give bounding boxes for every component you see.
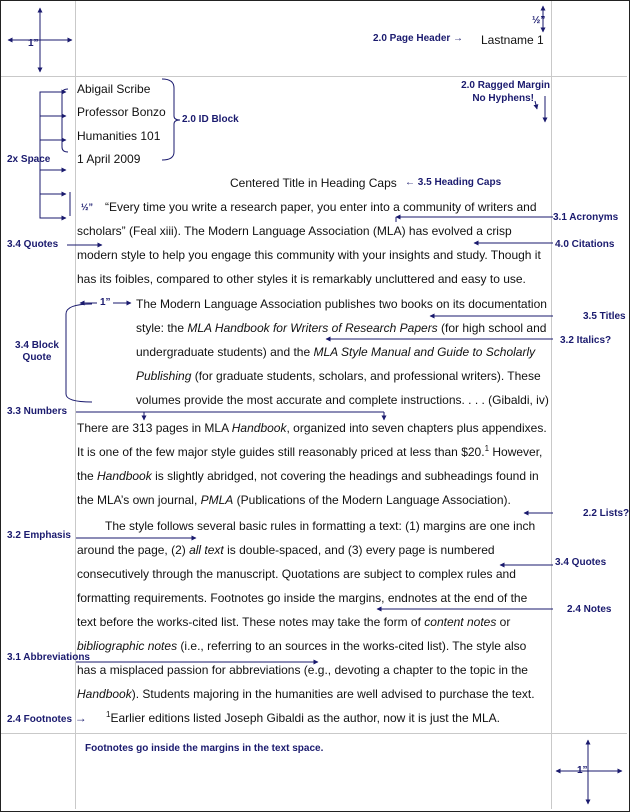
paragraph3-line: formatting requirements. Footnotes go inside the margins, endnotes at the end of the <box>77 591 528 605</box>
heading-caps-label: 3.5 Heading Caps <box>417 177 502 188</box>
book-title: Handbook <box>77 687 132 701</box>
block-quote-line <box>136 321 546 335</box>
footnote-marker: 1 <box>484 444 490 453</box>
indent-label: ½” <box>81 202 94 212</box>
id-block-line: Professor Bonzo <box>77 105 166 119</box>
text-run: (i.e., referring to an sources in the works-cited list). The style also <box>177 639 527 653</box>
paragraph3-line <box>77 543 495 557</box>
double-space-label: 2x Space <box>7 154 51 165</box>
footnotes-annotation <box>7 712 87 726</box>
paper-title: Centered Title in Heading Caps <box>230 176 397 190</box>
block-quote-line: The Modern Language Association publishes two books on its documentation <box>136 297 547 311</box>
citations-annotation: 4.0 Citations <box>555 239 615 250</box>
book-title: Handbook <box>97 469 152 483</box>
bottom-note: Footnotes go inside the margins in the text space. <box>85 743 324 754</box>
book-title: MLA Handbook for Writers of Research Papers <box>187 321 438 335</box>
id-block-line: Abigail Scribe <box>77 82 151 96</box>
block-quote-annotation-2: Quote <box>22 352 52 363</box>
text-run: , organized into seven chapters plus appendixes. <box>286 421 547 435</box>
paragraph3-line: The style follows several basic rules in formatting a text: (1) margins are one inch <box>105 519 536 533</box>
italics-annotation: 3.2 Italics? <box>560 335 612 346</box>
emphasis-text: all text <box>189 543 224 557</box>
paragraph3-line: consecutively through the manuscript. Quotations are subject to complex rules and <box>77 567 516 581</box>
block-quote-line: volumes provide the most accurate and complete instructions. . . . (Gibaldi, iv) <box>136 393 549 407</box>
abbreviations-annotation: 3.1 Abbreviations <box>7 652 90 663</box>
footnotes-arrow: → <box>74 711 87 725</box>
paragraph3-line <box>77 687 535 701</box>
ragged-margin-label: 2.0 Ragged Margin <box>461 80 550 91</box>
text-run: text before the works-cited list. These notes may take the form of <box>77 615 425 629</box>
paragraph3-line: has a misplaced passion for abbreviations (e.g., devoting a chapter to the topic in the <box>77 663 528 677</box>
text-run: around the page, (2) <box>77 543 190 557</box>
text-run: It is one of the few major style guides still reasonably priced at less than $20. <box>77 445 485 459</box>
notes-annotation: 2.4 Notes <box>567 604 612 615</box>
paragraph3-line <box>77 639 526 653</box>
no-hyphens-label: No Hyphens! <box>472 93 534 104</box>
left-margin-label: 1” <box>28 38 39 49</box>
paragraph1-line: has its foibles, compared to other styles it is remarkably uncluttered and easy to use. <box>77 272 526 286</box>
footnotes-label: 2.4 Footnotes <box>7 714 73 725</box>
text-run: style: the <box>136 321 188 335</box>
text-run: is slightly abridged, not covering the headings and subheadings found in <box>151 469 539 483</box>
text-run: is double-spaced, and (3) every page is numbered <box>223 543 495 557</box>
paragraph2-line <box>77 469 539 483</box>
text-run: the MLA’s own journal, <box>77 493 201 507</box>
id-block-line: 1 April 2009 <box>77 152 141 166</box>
text-run: (Publications of the Modern Language Association). <box>233 493 511 507</box>
text-run: undergraduate students) and the <box>136 345 314 359</box>
titles-annotation: 3.5 Titles <box>583 311 626 322</box>
paragraph1-line: scholars” (Feal xiii). The Modern Language Association (MLA) has evolved a crisp <box>77 224 512 238</box>
top-margin-label: ½” <box>532 15 546 26</box>
block-indent-label: 1” <box>100 297 111 308</box>
id-block-line: Humanities 101 <box>77 129 161 143</box>
block-quote-annotation-1: 3.4 Block <box>15 340 59 351</box>
quotes-right-annotation: 3.4 Quotes <box>555 557 607 568</box>
footnote-number: 1 <box>106 710 111 719</box>
book-title: Publishing <box>136 369 192 383</box>
page-header-arrow: → <box>453 33 464 44</box>
term: bibliographic notes <box>77 639 178 653</box>
footnote-text <box>106 711 500 725</box>
acronyms-annotation: 3.1 Acronyms <box>553 212 619 223</box>
paragraph2-line <box>77 421 547 435</box>
text-run: (for graduate students, scholars, and professional writers). These <box>191 369 541 383</box>
journal-title: PMLA <box>200 493 234 507</box>
block-quote-line <box>136 345 535 359</box>
book-title: MLA Style Manual and Guide to Scholarly <box>313 345 536 359</box>
text-run: (for high school and <box>437 321 547 335</box>
quotes-left-annotation: 3.4 Quotes <box>7 239 59 250</box>
paragraph1-line: “Every time you write a research paper, you enter into a community of writers and <box>105 200 537 214</box>
paragraph2-line <box>77 493 511 507</box>
term: content notes <box>424 615 497 629</box>
numbers-annotation: 3.3 Numbers <box>7 406 68 417</box>
paragraph2-line <box>77 445 542 459</box>
emphasis-annotation: 3.2 Emphasis <box>7 530 71 541</box>
text-run: the <box>77 469 98 483</box>
book-title: Handbook <box>231 421 287 435</box>
footnote-content: Earlier editions listed Joseph Gibaldi as the author, now it is just the MLA. <box>110 711 500 725</box>
text-run: However, <box>489 445 543 459</box>
paragraph3-line <box>77 615 510 629</box>
heading-caps-arrow: ← <box>405 177 415 188</box>
lists-annotation: 2.2 Lists? <box>583 508 630 519</box>
text-run: or <box>496 615 511 629</box>
page-header: Lastname 1 <box>481 33 544 47</box>
id-block-label: 2.0 ID Block <box>182 114 239 125</box>
block-quote-line <box>136 369 541 383</box>
text-run: There are 313 pages in MLA <box>77 421 232 435</box>
text-run: ). Students majoring in the humanities are well advised to purchase the text. <box>131 687 535 701</box>
page-header-label: 2.0 Page Header <box>373 33 451 44</box>
bottom-margin-label: 1” <box>577 765 588 776</box>
paragraph1-line: modern style to help you engage this community with your insights and study. Though it <box>77 248 541 262</box>
